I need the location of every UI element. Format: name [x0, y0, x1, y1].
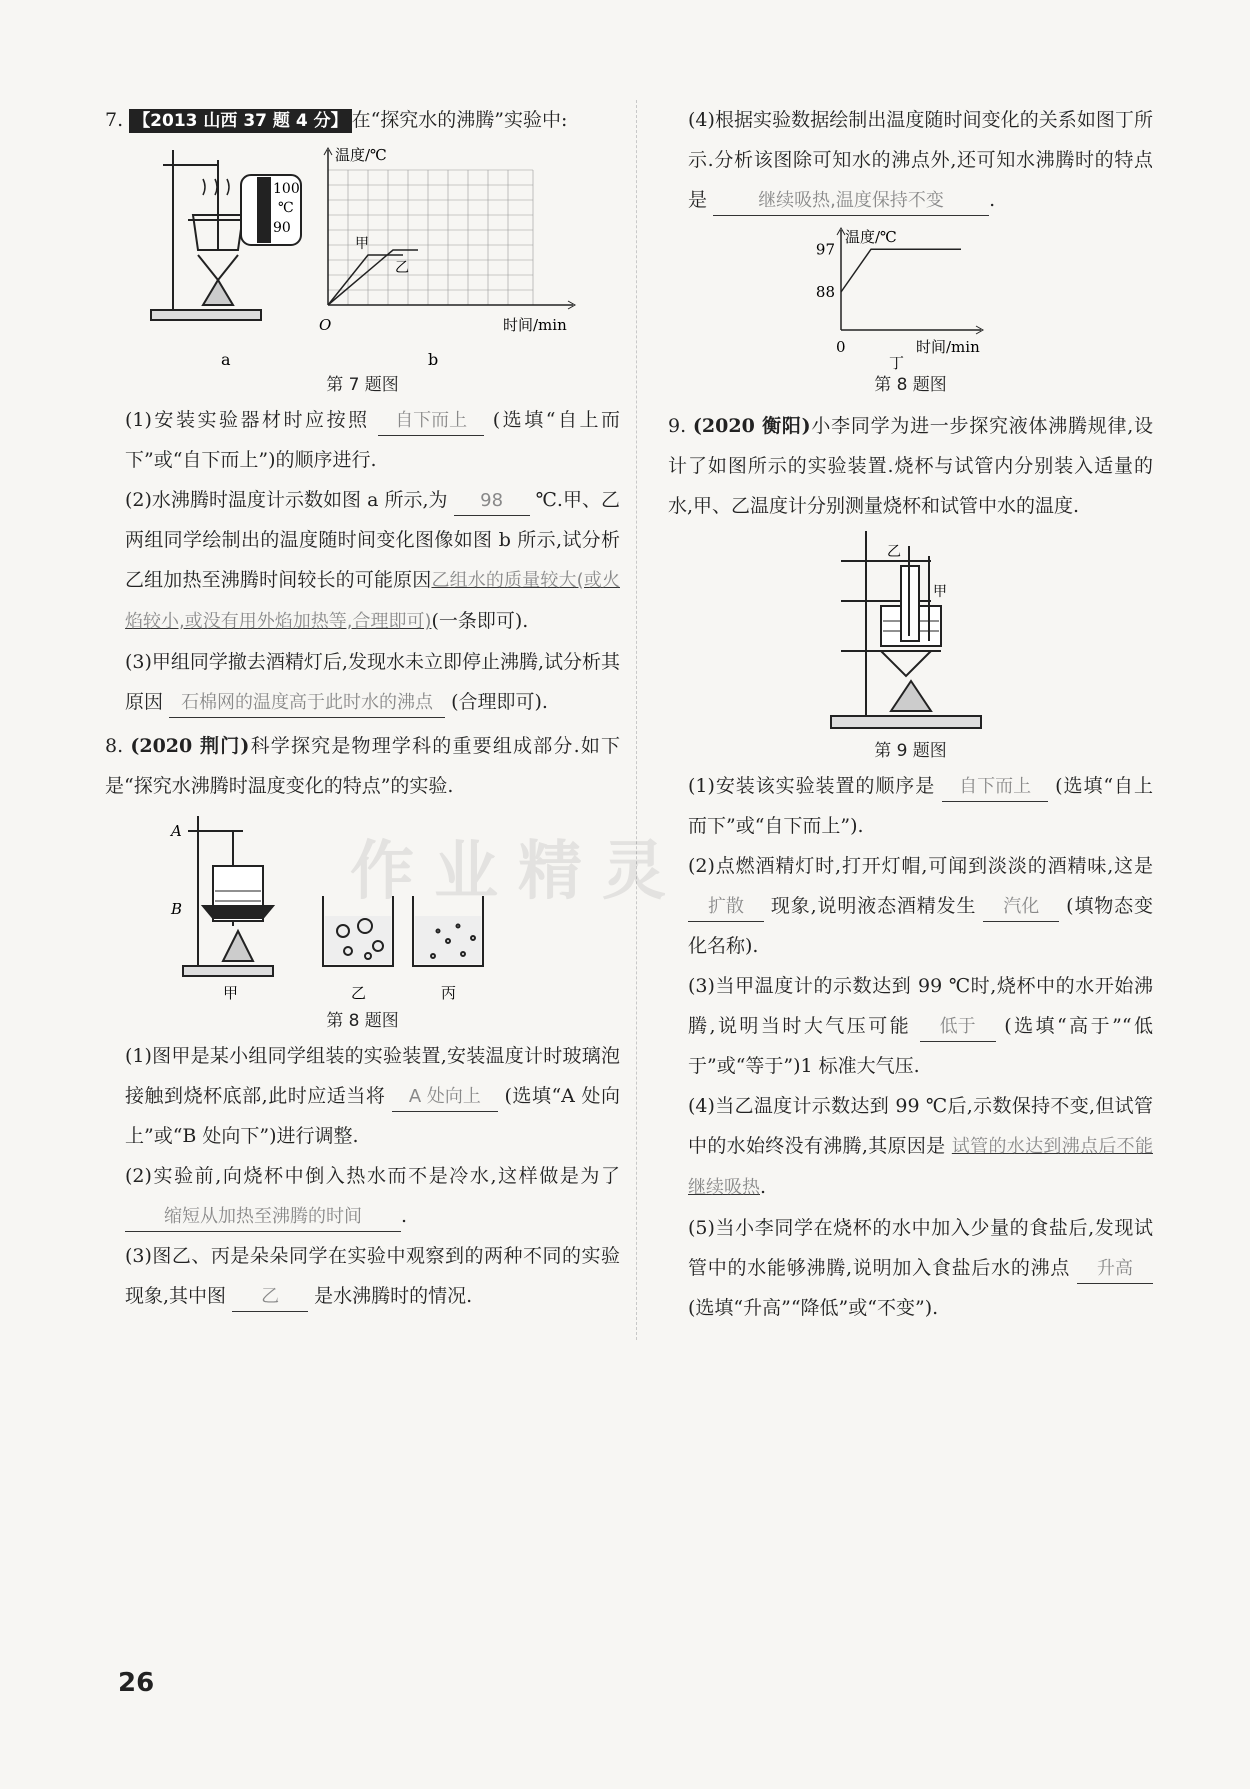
q8-s2-pre: (2)实验前,向烧杯中倒入热水而不是冷水,这样做是为了	[125, 1165, 620, 1187]
q8-caption: 第 8 题图	[326, 1011, 399, 1031]
q7-s1	[105, 400, 620, 480]
q8-s4	[668, 100, 1153, 220]
q8-A-label: A	[170, 822, 182, 840]
q8-apparatus-jia	[183, 816, 273, 976]
q9-s5	[668, 1208, 1153, 1328]
q7-s2-answer: 98	[454, 487, 530, 516]
q8-bing-label: 丙	[440, 984, 456, 1002]
q8-beaker-yi	[323, 896, 393, 966]
q9-jia-label: 甲	[932, 584, 947, 600]
q8-s4-post: .	[989, 189, 996, 211]
q8-jia-label: 甲	[222, 984, 238, 1002]
q7-xlabel: 时间/min	[502, 316, 567, 334]
q9-stem-text: 小李同学为进一步探究液体沸腾规律,设计了如图所示的实验装置.烧杯与试管内分别装入适量的水,甲、乙温度计分别测量烧杯和试管中水的温度.	[668, 415, 1153, 517]
q7-figure	[123, 140, 603, 370]
therm-c-label: ℃	[277, 200, 294, 216]
q9-s2-mid: 现象,说明液态酒精发生	[770, 895, 977, 917]
q8-chart-ding	[781, 220, 1041, 370]
q7-s3-post: (合理即可).	[451, 691, 548, 713]
q8-stem-text: 科学探究是物理学科的重要组成部分.如下是“探究水沸腾时温度变化的特点”的实验.	[105, 735, 620, 797]
q8-stem	[105, 726, 620, 806]
q7-origin: O	[318, 316, 331, 334]
q8-B-label: B	[170, 900, 182, 918]
q9-caption: 第 9 题图	[874, 741, 947, 761]
q7-stem-text: 在“探究水的沸腾”实验中:	[351, 109, 568, 131]
ding-label: 丁	[888, 354, 904, 370]
watermark: 作业精灵	[350, 835, 686, 909]
q8-s3-post: 是水沸腾时的情况.	[314, 1285, 473, 1307]
ding-ylabel: 温度/℃	[844, 228, 897, 246]
q9-s1-answer: 自下而上	[942, 773, 1048, 802]
ding-ytick-88: 88	[815, 283, 835, 301]
column-divider	[636, 100, 637, 1340]
q9-s2-answer2: 汽化	[983, 893, 1059, 922]
q7-s1-post: (选填“自上而下”或“自下而上”)的顺序进行.	[125, 409, 620, 471]
q9-s4-post: .	[760, 1176, 767, 1198]
q7-s3-answer: 石棉网的温度高于此时水的沸点	[169, 689, 445, 718]
fig-b-label: b	[427, 350, 438, 369]
q7-s3-pre: (3)甲组同学撤去酒精灯后,发现水未立即停止沸腾,试分析其原因	[125, 651, 620, 713]
q9-s1-post: (选填“自上而下”或“自下而上”).	[688, 775, 1153, 837]
q7-stem	[105, 100, 620, 140]
q7-tag: 【2013 山西 37 题 4 分】	[129, 109, 351, 133]
q9-number: 9.	[668, 415, 687, 437]
ding-origin: 0	[835, 338, 846, 356]
q8-s2-answer: 缩短从加热至沸腾的时间	[125, 1203, 401, 1232]
q9-stem	[668, 406, 1153, 526]
q8-caption-2: 第 8 题图	[874, 375, 947, 395]
q9-s1	[668, 766, 1153, 846]
q7-jia-label: 甲	[354, 236, 369, 252]
q9-s1-pre: (1)安装该实验装置的顺序是	[688, 775, 936, 797]
q7-s2-pre: (2)水沸腾时温度计示数如图 a 所示,为	[125, 489, 448, 511]
q9-yi-label: 乙	[886, 544, 901, 560]
page-number: 26	[118, 1668, 155, 1698]
q9-s3	[668, 966, 1153, 1086]
q8-figure	[143, 806, 583, 1006]
q9-s3-pre: (3)当甲温度计的示数达到 99 ℃时,烧杯中的水开始沸腾,说明当时大气压可能	[688, 975, 1153, 1037]
therm-90-label: 90	[272, 220, 291, 236]
q8-s3-pre: (3)图乙、丙是朵朵同学在实验中观察到的两种不同的实验现象,其中图	[125, 1245, 620, 1307]
q9-s3-answer: 低于	[920, 1013, 996, 1042]
ding-ytick-97: 97	[815, 240, 835, 259]
q8-number: 8.	[105, 735, 124, 757]
q7-yi-label: 乙	[394, 260, 409, 276]
q9-tag: (2020 衡阳)	[692, 415, 811, 437]
q7-s2-answer2: 乙组水的质量较大(或火焰较小,或没有用外焰加热等,合理即可)	[125, 570, 620, 632]
q8-s1-pre: (1)图甲是某小组同学组装的实验装置,安装温度计时玻璃泡接触到烧杯底部,此时应适当将	[125, 1045, 620, 1107]
q8-s1-answer: A 处向上	[392, 1083, 498, 1112]
q8-s2	[105, 1156, 620, 1236]
q9-s2-post: (填物态变化名称).	[688, 895, 1154, 957]
left-column	[105, 100, 620, 1316]
q9-s5-post: (选填“升高”“降低”或“不变”).	[688, 1297, 939, 1319]
q9-s2-answer: 扩散	[688, 893, 764, 922]
q7-s2	[105, 480, 620, 642]
ding-series-line	[841, 249, 961, 292]
q8-yi-label: 乙	[350, 984, 366, 1002]
q7-s3	[105, 642, 620, 722]
q7-caption: 第 7 题图	[326, 375, 399, 395]
q9-s5-pre: (5)当小李同学在烧杯的水中加入少量的食盐后,发现试管中的水能够沸腾,说明加入食盐后水的沸点	[688, 1217, 1153, 1279]
q8-s3	[105, 1236, 620, 1316]
q7-s2-mid: ℃.甲、乙两组同学绘制出的温度随时间变化图像如图 b 所示,试分析乙组加热至沸腾时间较长的可能原因	[125, 489, 621, 591]
q8-s1-post: (选填“A 处向上”或“B 处向下”)进行调整.	[125, 1085, 620, 1147]
q8-s1	[105, 1036, 620, 1156]
q9-s5-answer: 升高	[1077, 1255, 1153, 1284]
q8-tag: (2020 荆门)	[130, 735, 250, 757]
q9-s2-pre: (2)点燃酒精灯时,打开灯帽,可闻到淡淡的酒精味,这是	[688, 855, 1153, 877]
q9-s4	[668, 1086, 1153, 1208]
q8-s3-answer: 乙	[232, 1283, 308, 1312]
q9-s4-pre: (4)当乙温度计示数达到 99 ℃后,示数保持不变,但试管中的水始终没有沸腾,其原因是	[688, 1095, 1153, 1157]
q9-figure	[801, 526, 1021, 736]
ding-xlabel: 时间/min	[915, 338, 980, 356]
q8-beaker-bing	[413, 896, 483, 966]
q7-s2-post: (一条即可).	[431, 610, 529, 632]
q9-s2	[668, 846, 1153, 966]
q7-s1-pre: (1)安装实验器材时应按照	[125, 409, 370, 431]
q7-s1-answer: 自下而上	[378, 407, 484, 436]
q8-s4-answer: 继续吸热,温度保持不变	[713, 187, 989, 216]
q9-s3-post: (选填“高于”“低于”或“等于”)1 标准大气压.	[688, 1015, 1153, 1077]
q9-s4-answer: 试管的水达到沸点后不能继续吸热	[688, 1136, 1153, 1198]
q8-s2-post: .	[401, 1205, 408, 1227]
fig-a-label: a	[220, 350, 231, 369]
q7-number: 7.	[105, 109, 124, 131]
therm-100-label: 100	[272, 181, 300, 197]
q7-ylabel: 温度/℃	[334, 146, 387, 164]
right-column	[668, 100, 1153, 1328]
q8-s4-pre: (4)根据实验数据绘制出温度随时间变化的关系如图丁所示.分析该图除可知水的沸点外,还可知水沸腾时的特点是	[688, 109, 1153, 211]
q7-graph-b	[324, 148, 575, 309]
